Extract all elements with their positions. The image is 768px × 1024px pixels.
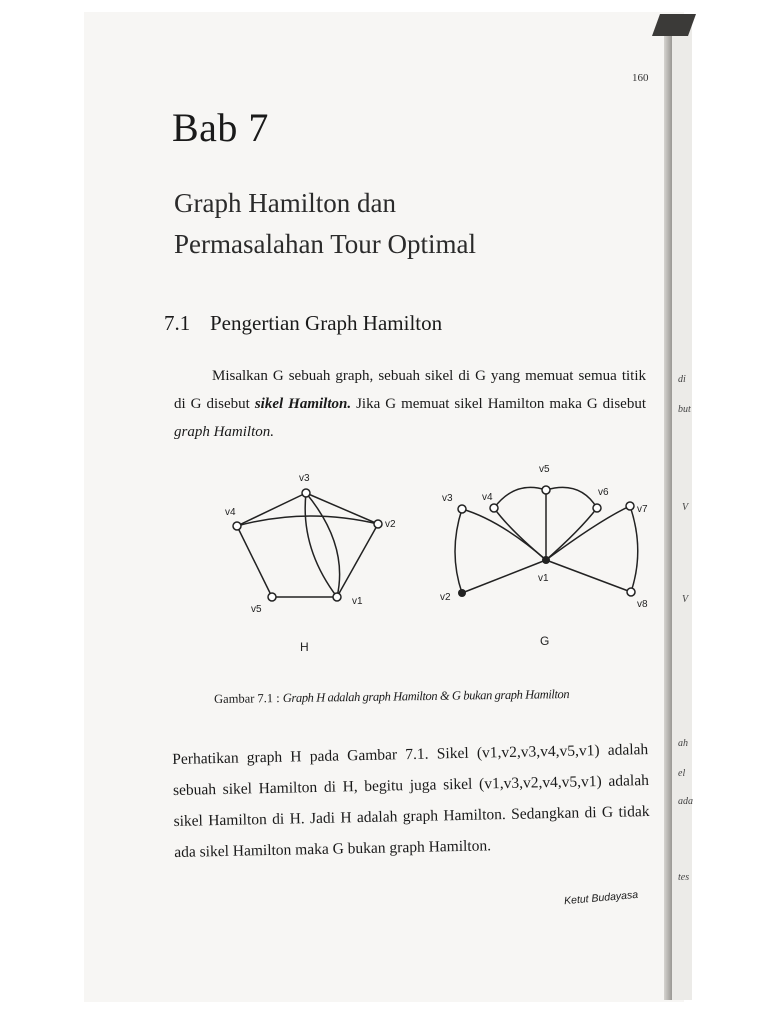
edge-v1-v6 xyxy=(546,508,597,560)
adjacent-page-text: ada xyxy=(678,796,693,807)
vertex-v1 xyxy=(333,593,341,601)
chapter-heading: Bab 7 xyxy=(172,105,269,150)
vertex-v4 xyxy=(490,504,498,512)
author-name: Ketut Budayasa xyxy=(563,888,639,908)
adjacent-page-text: di xyxy=(678,374,686,385)
section-title: Pengertian Graph Hamilton xyxy=(210,311,443,335)
vertex-label: v7 xyxy=(637,504,648,515)
edge-v5-v6 xyxy=(546,487,597,508)
vertex-v8 xyxy=(627,588,635,596)
edge-v4-v5 xyxy=(237,526,272,597)
vertex-v4 xyxy=(233,522,241,530)
adjacent-page-text: V xyxy=(682,502,689,513)
vertex-v3 xyxy=(458,505,466,513)
graph-h-label: H xyxy=(300,640,309,654)
paragraph-text: Misalkan G sebuah graph, sebuah sikel di G yang memuat semua titik di G disebut xyxy=(174,368,646,412)
vertex-label: v1 xyxy=(352,596,363,607)
term-sikel-hamilton: sikel Hamilton. xyxy=(254,396,352,412)
edge-v1-v2 xyxy=(462,560,546,593)
term-graph-hamilton: graph Hamilton. xyxy=(174,424,275,440)
edge-v4-v2 xyxy=(237,516,378,526)
vertex-label: v4 xyxy=(225,507,236,518)
section-number: 7.1 xyxy=(164,311,191,335)
chapter-title-line-1: Graph Hamilton dan xyxy=(174,188,396,218)
paragraph-text: Jika G memuat sikel Hamilton maka G disebut xyxy=(351,396,647,412)
adjacent-page-text: V xyxy=(682,594,689,605)
vertex-label: v3 xyxy=(299,473,310,484)
edge-v3-v1-curve xyxy=(305,493,337,597)
page-number: 160 xyxy=(632,72,649,84)
edge-v3-v2 xyxy=(455,509,462,593)
chapter-title-line-2: Permasalahan Tour Optimal xyxy=(174,229,477,259)
vertex-v5 xyxy=(542,486,550,494)
vertex-v5 xyxy=(268,593,276,601)
vertex-v1 xyxy=(542,556,550,564)
adjacent-page-text: but xyxy=(678,404,691,415)
edge-v1-v8 xyxy=(546,560,631,592)
vertex-label: v8 xyxy=(637,599,648,610)
edge-v1-v7 xyxy=(546,506,630,560)
adjacent-page-text: tes xyxy=(678,872,690,883)
caption-label: Gambar 7.1 : xyxy=(214,691,280,706)
caption-text: Graph H adalah graph Hamilton & G bukan graph Hamilton xyxy=(282,687,570,706)
edge-v1-v2 xyxy=(337,524,378,597)
adjacent-page-text: el xyxy=(678,768,686,779)
graph-g-label: G xyxy=(540,634,550,648)
graph-g xyxy=(440,464,648,648)
explanation-paragraph: Perhatikan graph H pada Gambar 7.1. Sikel (v1,v2,v3,v4,v5,v1) adalah sebuah sikel Hamilton di H, begitu juga sikel (v1,v3,v2,v4,v5,v1) adalah sikel Hamilton di H. Jadi H adalah graph Hamilton. Sedangkan di G tidak ada sikel Hamilton maka G bukan graph Hamilton. xyxy=(172,741,650,861)
edge-v7-v8 xyxy=(630,506,638,592)
vertex-label: v2 xyxy=(440,592,451,603)
vertex-label: v3 xyxy=(442,493,453,504)
vertex-label: v1 xyxy=(538,573,549,584)
vertex-label: v5 xyxy=(539,464,550,475)
edge-v4-v5 xyxy=(494,487,546,508)
vertex-label: v6 xyxy=(598,487,609,498)
adjacent-page-text: ah xyxy=(678,738,688,749)
graph-h xyxy=(225,473,396,654)
vertex-v2 xyxy=(458,589,466,597)
vertex-label: v4 xyxy=(482,492,493,503)
vertex-label: v2 xyxy=(385,519,396,530)
edge-v1-v3 xyxy=(462,509,546,560)
edge-v3-v4 xyxy=(237,493,306,526)
vertex-label: v5 xyxy=(251,604,262,615)
edge-v1-v4 xyxy=(494,508,546,560)
vertex-v3 xyxy=(302,489,310,497)
vertex-v6 xyxy=(593,504,601,512)
vertex-v2 xyxy=(374,520,382,528)
vertex-v7 xyxy=(626,502,634,510)
